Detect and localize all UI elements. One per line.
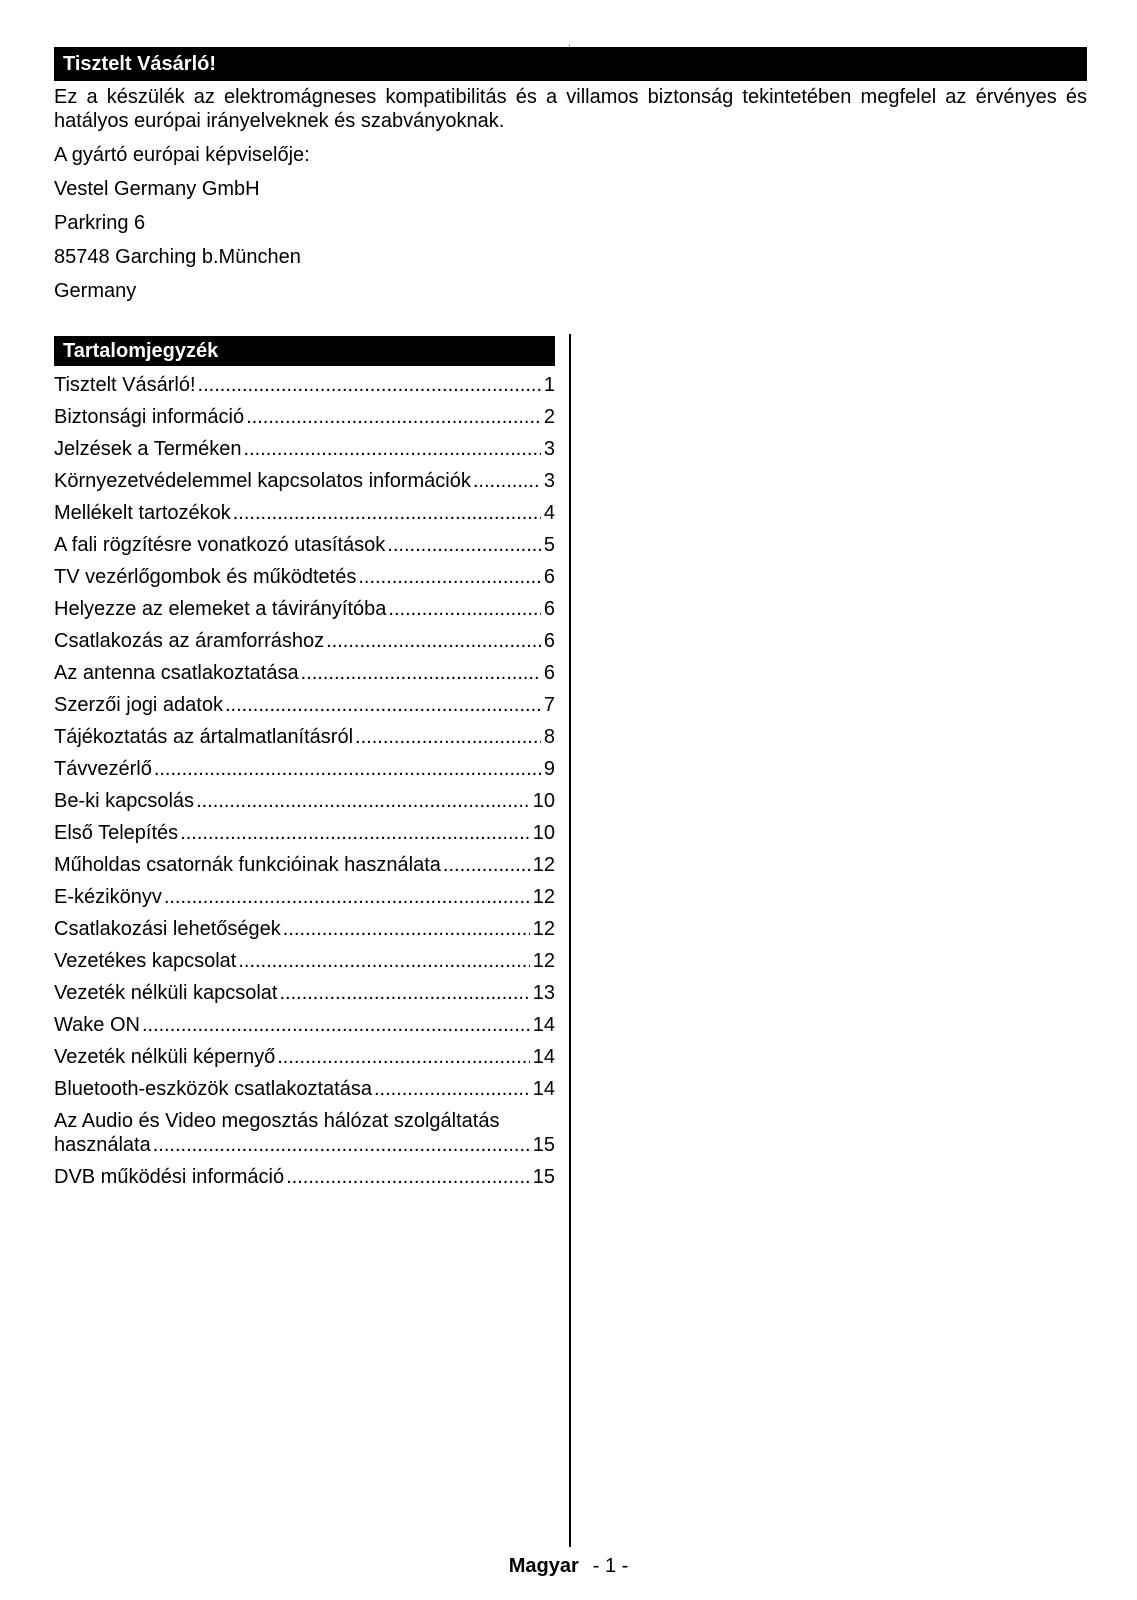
toc-leader-dots bbox=[358, 565, 541, 589]
toc-entry[interactable] bbox=[54, 1106, 555, 1162]
toc-entry-title: Az Audio és Video megosztás hálózat szolgáltatás bbox=[54, 1110, 500, 1132]
intro-section bbox=[54, 85, 1087, 303]
toc-entry-page: 6 bbox=[543, 630, 555, 652]
toc-entry-title: A fali rögzítésre vonatkozó utasítások bbox=[54, 534, 386, 556]
toc-entry[interactable] bbox=[54, 850, 555, 882]
toc-entry-page: 14 bbox=[532, 1014, 555, 1036]
toc-entry-page: 3 bbox=[543, 470, 555, 492]
toc-leader-dots bbox=[388, 597, 540, 621]
toc-entry-title: Be-ki kapcsolás bbox=[54, 790, 195, 812]
toc-leader-dots bbox=[180, 821, 530, 845]
toc-leader-dots bbox=[326, 629, 541, 653]
toc-entry-page: 2 bbox=[543, 406, 555, 428]
toc-leader-dots bbox=[153, 1133, 530, 1157]
toc-leader-dots bbox=[283, 917, 530, 941]
address-line: Parkring 6 bbox=[54, 212, 146, 234]
toc-entry-page: 15 bbox=[532, 1134, 555, 1156]
toc-leader-dots bbox=[246, 405, 541, 429]
section-header-dear-customer: Tisztelt Vásárló! bbox=[54, 47, 1087, 81]
toc-entry-page: 12 bbox=[532, 854, 555, 876]
toc-entry-page: 8 bbox=[543, 726, 555, 748]
toc-leader-dots bbox=[154, 757, 541, 781]
toc-entry[interactable] bbox=[54, 722, 555, 754]
toc-entry-title: Tisztelt Vásárló! bbox=[54, 374, 196, 396]
toc-entry[interactable] bbox=[54, 626, 555, 658]
toc-entry[interactable] bbox=[54, 1042, 555, 1074]
toc-entry-title: Csatlakozási lehetőségek bbox=[54, 918, 281, 940]
toc-leader-dots bbox=[196, 789, 530, 813]
toc-entry-title: Az antenna csatlakoztatása bbox=[54, 662, 299, 684]
toc-entry-page: 1 bbox=[543, 374, 555, 396]
toc-entry-title: Helyezze az elemeket a távirányítóba bbox=[54, 598, 387, 620]
toc-entry[interactable] bbox=[54, 434, 555, 466]
toc-entry[interactable] bbox=[54, 690, 555, 722]
toc-leader-dots bbox=[198, 373, 541, 397]
toc-entry-title: Szerzői jogi adatok bbox=[54, 694, 223, 716]
toc-entry-page: 4 bbox=[543, 502, 555, 524]
compliance-paragraph: Ez a készülék az elektromágneses kompatibilitás és a villamos biztonság tekintetében megfelel az érvényes és hatályos európai irányelveknek és szabványoknak. bbox=[54, 86, 1087, 132]
toc-entry[interactable] bbox=[54, 978, 555, 1010]
toc-entry-page: 6 bbox=[543, 566, 555, 588]
toc-entry[interactable] bbox=[54, 1162, 555, 1194]
toc-entry[interactable] bbox=[54, 1010, 555, 1042]
toc-entry-page: 6 bbox=[543, 598, 555, 620]
toc-entry-page: 13 bbox=[532, 982, 555, 1004]
toc-entry[interactable] bbox=[54, 658, 555, 690]
toc-entry-page: 5 bbox=[543, 534, 555, 556]
toc-entry-page: 12 bbox=[532, 886, 555, 908]
address-line: 85748 Garching b.München bbox=[54, 246, 301, 268]
column-divider bbox=[569, 334, 571, 1547]
footer-language: Magyar bbox=[508, 1555, 579, 1577]
toc-entry-page: 14 bbox=[532, 1046, 555, 1068]
toc-entry-title: DVB működési információ bbox=[54, 1166, 285, 1188]
toc-entry-title: Távvezérlő bbox=[54, 758, 152, 780]
toc-leader-dots bbox=[279, 981, 529, 1005]
toc-entry[interactable] bbox=[54, 530, 555, 562]
toc-entry-title: Tájékoztatás az ártalmatlanításról bbox=[54, 726, 354, 748]
toc-leader-dots bbox=[473, 469, 541, 493]
toc-entry[interactable] bbox=[54, 818, 555, 850]
toc-entry-title: Wake ON bbox=[54, 1014, 140, 1036]
toc-entry-title: E-kézikönyv bbox=[54, 886, 162, 908]
toc-leader-dots bbox=[225, 693, 541, 717]
toc-entry-title: Környezetvédelemmel kapcsolatos információk bbox=[54, 470, 471, 492]
toc-entry-title: Csatlakozás az áramforráshoz bbox=[54, 630, 325, 652]
toc-leader-dots bbox=[238, 949, 529, 973]
toc-entry[interactable] bbox=[54, 914, 555, 946]
toc-entry-page: 7 bbox=[543, 694, 555, 716]
toc-entry-page: 9 bbox=[543, 758, 555, 780]
toc-entry-page: 6 bbox=[543, 662, 555, 684]
toc-entry[interactable] bbox=[54, 370, 555, 402]
toc-entry-page: 10 bbox=[532, 790, 555, 812]
toc-entry[interactable] bbox=[54, 562, 555, 594]
footer-page-number: - 1 - bbox=[592, 1555, 629, 1577]
toc-leader-dots bbox=[164, 885, 530, 909]
toc-entry-page: 15 bbox=[532, 1166, 555, 1188]
toc-entry-title: Műholdas csatornák funkcióinak használata bbox=[54, 854, 441, 876]
toc-entry-title: Bluetooth-eszközök csatlakoztatása bbox=[54, 1078, 372, 1100]
toc-leader-dots bbox=[277, 1045, 530, 1069]
toc-entry-continuation bbox=[54, 1133, 555, 1157]
toc-entry[interactable] bbox=[54, 498, 555, 530]
toc-entry-title: Biztonsági információ bbox=[54, 406, 245, 428]
toc-entry-title: Mellékelt tartozékok bbox=[54, 502, 231, 524]
toc-entry-title: TV vezérlőgombok és működtetés bbox=[54, 566, 357, 588]
toc-entry-page: 14 bbox=[532, 1078, 555, 1100]
toc-entry[interactable] bbox=[54, 754, 555, 786]
toc-leader-dots bbox=[301, 661, 541, 685]
toc-entry[interactable] bbox=[54, 786, 555, 818]
toc-entry-title: Vezeték nélküli kapcsolat bbox=[54, 982, 278, 1004]
toc-entry-title: Vezeték nélküli képernyő bbox=[54, 1046, 276, 1068]
toc-entry-title: Jelzések a Terméken bbox=[54, 438, 242, 460]
representative-label: A gyártó európai képviselője: bbox=[54, 144, 310, 166]
table-of-contents bbox=[54, 370, 555, 1194]
toc-heading: Tartalomjegyzék bbox=[54, 336, 555, 366]
toc-entry-title: Első Telepítés bbox=[54, 822, 179, 844]
toc-entry-title: használata bbox=[54, 1134, 151, 1156]
toc-entry-page: 10 bbox=[532, 822, 555, 844]
toc-entry-page: 12 bbox=[532, 918, 555, 940]
toc-leader-dots bbox=[387, 533, 541, 557]
toc-leader-dots bbox=[443, 853, 530, 877]
toc-leader-dots bbox=[233, 501, 541, 525]
toc-entry[interactable] bbox=[54, 946, 555, 978]
address-line: Vestel Germany GmbH bbox=[54, 178, 260, 200]
toc-leader-dots bbox=[355, 725, 541, 749]
toc-entry[interactable] bbox=[54, 1074, 555, 1106]
toc-entry-page: 12 bbox=[532, 950, 555, 972]
toc-entry-page: 3 bbox=[543, 438, 555, 460]
toc-entry[interactable] bbox=[54, 594, 555, 626]
toc-entry[interactable] bbox=[54, 466, 555, 498]
toc-entry[interactable] bbox=[54, 882, 555, 914]
toc-leader-dots bbox=[244, 437, 541, 461]
toc-leader-dots bbox=[286, 1165, 530, 1189]
toc-leader-dots bbox=[374, 1077, 530, 1101]
page-footer bbox=[0, 1555, 1137, 1578]
toc-entry-title: Vezetékes kapcsolat bbox=[54, 950, 237, 972]
toc-entry[interactable] bbox=[54, 402, 555, 434]
address-line: Germany bbox=[54, 280, 137, 302]
toc-leader-dots bbox=[142, 1013, 530, 1037]
